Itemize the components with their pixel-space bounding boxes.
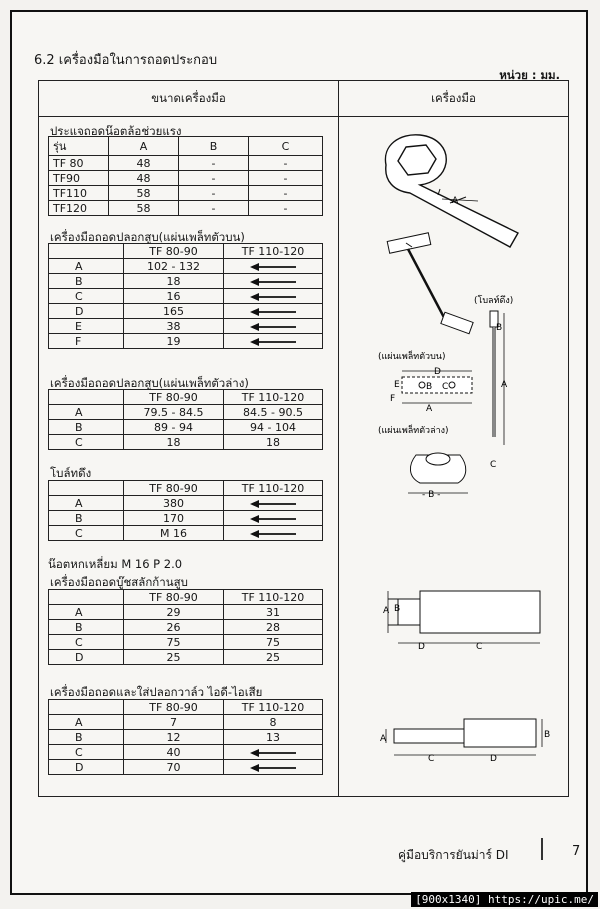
table-cell: 18 — [224, 435, 323, 450]
diagram-label-b: B — [394, 604, 401, 614]
table-cell: 8 — [224, 715, 323, 730]
table-header: TF 110-120 — [224, 390, 323, 405]
table-header — [49, 590, 124, 605]
diagram-label-c: C — [490, 460, 497, 470]
table-row — [49, 650, 323, 665]
diagram-label-e: E — [394, 380, 400, 390]
sleeve-puller-illustration — [387, 233, 473, 334]
table-cell: A — [49, 259, 124, 274]
table-row — [49, 730, 323, 745]
footer-manual-title: คู่มือบริการยันม่าร์ DI — [398, 848, 509, 862]
table-cell: E — [49, 319, 124, 334]
diagram-label-a: A — [380, 734, 387, 744]
table-header: TF 110-120 — [224, 700, 323, 715]
table-cell: 380 — [124, 496, 224, 511]
valve-guide-tool-illustration — [380, 719, 550, 764]
table-row — [49, 420, 323, 435]
table-cell: 48 — [109, 156, 179, 171]
table-cell: 70 — [124, 760, 224, 775]
table-cell: - — [179, 171, 249, 186]
table-header — [49, 481, 124, 496]
footer-divider — [541, 838, 543, 860]
same-as-left-arrow-icon — [224, 511, 323, 526]
table-cell: - — [249, 201, 323, 216]
pull-bolt-table — [48, 480, 323, 541]
tool-diagrams — [338, 115, 568, 795]
same-as-left-arrow-icon — [224, 274, 323, 289]
table-header-row — [49, 700, 323, 715]
table-row — [49, 745, 323, 760]
same-as-left-arrow-icon — [224, 526, 323, 541]
diagram-label-d: D — [434, 367, 441, 377]
table-cell: 75 — [224, 635, 323, 650]
table-header-row — [49, 390, 323, 405]
table-cell: M 16 — [124, 526, 224, 541]
table-header: TF 110-120 — [224, 590, 323, 605]
wheel-nut-wrench-table — [48, 136, 323, 216]
table-row — [49, 605, 323, 620]
table-header: TF 80-90 — [124, 700, 224, 715]
bushing-puller-illustration — [383, 591, 540, 652]
same-as-left-arrow-icon — [224, 760, 323, 775]
table-row — [49, 289, 323, 304]
sleeve-puller-upper-table — [48, 243, 323, 349]
table-row — [49, 259, 323, 274]
table-cell: 25 — [124, 650, 224, 665]
table-row — [49, 156, 323, 171]
table-cell: B — [49, 620, 124, 635]
table-cell: TF 80 — [49, 156, 109, 171]
table-row — [49, 620, 323, 635]
table-cell: 18 — [124, 435, 224, 450]
table-header-row — [49, 137, 323, 156]
table-cell: B — [49, 420, 124, 435]
lower-plate-illustration — [408, 453, 468, 500]
pull-bolt-label: (โบลท์ดึง) — [474, 296, 514, 306]
table-cell: D — [49, 650, 124, 665]
table-cell: 19 — [124, 334, 224, 349]
table-row — [49, 760, 323, 775]
table-cell: TF90 — [49, 171, 109, 186]
group-bushing-puller-title: เครื่องมือถอดบู๊ชสลักก้านสูบ — [50, 575, 188, 589]
table-row — [49, 186, 323, 201]
table-header: TF 110-120 — [224, 481, 323, 496]
table-header: TF 110-120 — [224, 244, 323, 259]
table-cell: 75 — [124, 635, 224, 650]
diagram-label-a: A — [501, 380, 508, 390]
table-cell: B — [49, 274, 124, 289]
table-cell: 7 — [124, 715, 224, 730]
table-cell: A — [49, 605, 124, 620]
table-cell: C — [49, 289, 124, 304]
table-cell: 25 — [224, 650, 323, 665]
table-cell: TF120 — [49, 201, 109, 216]
table-cell: - — [249, 171, 323, 186]
table-header — [49, 390, 124, 405]
table-row — [49, 526, 323, 541]
diagram-label-c: C — [442, 382, 449, 392]
table-cell: 94 - 104 — [224, 420, 323, 435]
table-cell: 58 — [109, 201, 179, 216]
table-cell: 12 — [124, 730, 224, 745]
table-cell: B — [49, 730, 124, 745]
table-cell: 26 — [124, 620, 224, 635]
diagram-label-b: B — [496, 323, 503, 333]
table-cell: 31 — [224, 605, 323, 620]
table-cell: - — [179, 201, 249, 216]
table-header: TF 80-90 — [124, 390, 224, 405]
table-row — [49, 171, 323, 186]
table-cell: 58 — [109, 186, 179, 201]
table-cell: F — [49, 334, 124, 349]
table-row — [49, 274, 323, 289]
table-row — [49, 511, 323, 526]
upper-plate-illustration — [390, 367, 472, 414]
valve-guide-tool-table — [48, 699, 323, 775]
table-row — [49, 319, 323, 334]
watermark: [900x1340] https://upic.me/ — [411, 892, 598, 907]
header-tool: เครื่องมือ — [431, 91, 476, 105]
diagram-label-f: F — [390, 394, 396, 404]
table-cell: C — [49, 635, 124, 650]
group-sleeve-puller-upper-title: เครื่องมือถอดปลอกสูบ(แผ่นเพล็ทตัวบน) — [50, 230, 245, 244]
table-header: รุ่น — [49, 137, 109, 156]
table-cell: 165 — [124, 304, 224, 319]
same-as-left-arrow-icon — [224, 334, 323, 349]
table-cell: - — [179, 186, 249, 201]
table-header: A — [109, 137, 179, 156]
header-tool-size: ขนาดเครื่องมือ — [151, 91, 226, 105]
page-number: 7 — [572, 844, 581, 859]
diagram-label-a: A — [452, 196, 459, 206]
table-cell: A — [49, 496, 124, 511]
same-as-left-arrow-icon — [224, 496, 323, 511]
table-header — [49, 244, 124, 259]
table-row — [49, 496, 323, 511]
table-cell: 48 — [109, 171, 179, 186]
table-header: B — [179, 137, 249, 156]
table-header: TF 80-90 — [124, 590, 224, 605]
same-as-left-arrow-icon — [224, 745, 323, 760]
group-pull-bolt-title: โบล์ทดึง — [50, 466, 92, 480]
table-cell: 18 — [124, 274, 224, 289]
table-header-row — [49, 590, 323, 605]
table-row — [49, 334, 323, 349]
lower-plate-label: (แผ่นเพล็ทตัวล่าง) — [378, 426, 449, 436]
table-row — [49, 201, 323, 216]
pull-bolt-illustration — [490, 311, 508, 470]
same-as-left-arrow-icon — [224, 319, 323, 334]
table-cell: 40 — [124, 745, 224, 760]
group-valve-guide-tool-title: เครื่องมือถอดและใส่ปลอกวาล์ว ไอดี-ไอเสีย — [50, 685, 263, 699]
table-cell: C — [49, 435, 124, 450]
diagram-label-c: C — [476, 642, 483, 652]
table-cell: - — [179, 156, 249, 171]
section-title: 6.2 เครื่องมือในการถอดประกอบ — [34, 53, 218, 68]
same-as-left-arrow-icon — [224, 289, 323, 304]
table-row — [49, 405, 323, 420]
table-cell: 16 — [124, 289, 224, 304]
sleeve-puller-lower-table — [48, 389, 323, 450]
table-cell: 38 — [124, 319, 224, 334]
table-cell: 79.5 - 84.5 — [124, 405, 224, 420]
table-cell: TF110 — [49, 186, 109, 201]
header-row — [39, 81, 568, 117]
group-sleeve-puller-lower-title: เครื่องมือถอดปลอกสูบ(แผ่นเพล็ทตัวล่าง) — [50, 376, 249, 390]
table-header: C — [249, 137, 323, 156]
table-cell: B — [49, 511, 124, 526]
hex-nut-note: น๊อตหกเหลี่ยม M 16 P 2.0 — [48, 557, 183, 571]
table-cell: - — [249, 156, 323, 171]
group-wheel-nut-wrench-title: ประแจถอดน๊อตล้อช่วยแรง — [50, 124, 182, 138]
table-cell: D — [49, 760, 124, 775]
table-cell: - — [249, 186, 323, 201]
diagram-label-a: A — [383, 606, 390, 616]
table-header: TF 80-90 — [124, 244, 224, 259]
unit-label: หน่วย : มม. — [499, 68, 560, 82]
diagram-label-b: B — [544, 730, 551, 740]
table-row — [49, 435, 323, 450]
table-header-row — [49, 481, 323, 496]
table-cell: 29 — [124, 605, 224, 620]
table-cell: C — [49, 526, 124, 541]
table-cell: A — [49, 715, 124, 730]
diagram-label-a: A — [426, 404, 433, 414]
upper-plate-label: (แผ่นเพล็ทตัวบน) — [378, 352, 446, 362]
same-as-left-arrow-icon — [224, 259, 323, 274]
same-as-left-arrow-icon — [224, 304, 323, 319]
table-header — [49, 700, 124, 715]
bushing-puller-table — [48, 589, 323, 665]
table-cell: A — [49, 405, 124, 420]
diagram-label-b: - B - — [422, 490, 441, 500]
diagram-label-d: D — [490, 754, 497, 764]
table-cell: 84.5 - 90.5 — [224, 405, 323, 420]
table-cell: 89 - 94 — [124, 420, 224, 435]
table-row — [49, 304, 323, 319]
table-row — [49, 715, 323, 730]
table-header: TF 80-90 — [124, 481, 224, 496]
table-cell: 170 — [124, 511, 224, 526]
table-cell: D — [49, 304, 124, 319]
table-row — [49, 635, 323, 650]
table-header-row — [49, 244, 323, 259]
diagram-label-b: B — [426, 382, 433, 392]
table-cell: 28 — [224, 620, 323, 635]
table-cell: 13 — [224, 730, 323, 745]
wheel-nut-wrench-illustration — [385, 135, 518, 247]
diagram-label-d: D — [418, 642, 425, 652]
table-cell: C — [49, 745, 124, 760]
table-cell: 102 - 132 — [124, 259, 224, 274]
diagram-label-c: C — [428, 754, 435, 764]
